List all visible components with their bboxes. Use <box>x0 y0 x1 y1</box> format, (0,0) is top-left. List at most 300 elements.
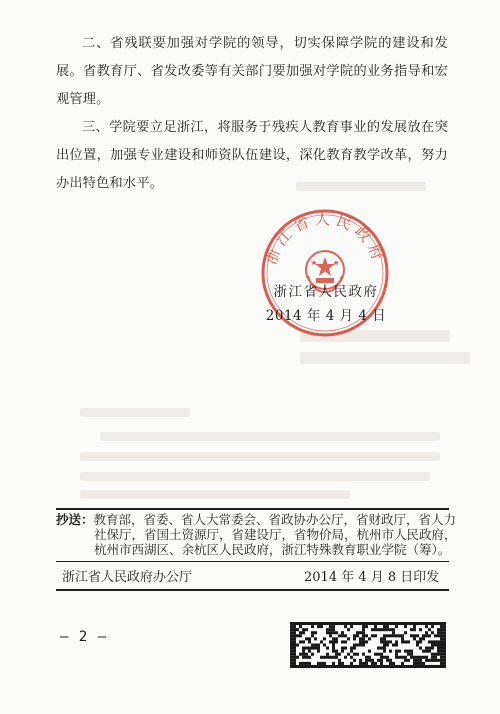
barcode-module <box>404 640 407 643</box>
barcode-module <box>359 622 362 625</box>
barcode-module <box>341 622 344 625</box>
barcode-module <box>350 665 353 668</box>
barcode-module <box>416 662 419 665</box>
barcode-module <box>443 662 446 665</box>
barcode-module <box>443 647 446 650</box>
barcode-module <box>311 647 314 650</box>
barcode-module <box>338 634 341 637</box>
barcode-module <box>326 647 329 650</box>
barcode-module <box>440 665 443 668</box>
barcode-module <box>386 659 389 662</box>
barcode-module <box>416 656 419 659</box>
barcode-module <box>344 647 347 650</box>
body-paragraph-2: 二、省残联要加强对学院的领导，切实保障学院的建设和发展。省教育厅、省发改委等有关部门要加强对学院的业务指导和宏观管理。 <box>56 36 448 107</box>
barcode-module <box>314 637 317 640</box>
barcode-module <box>296 628 299 631</box>
barcode-module <box>290 628 293 631</box>
barcode-module <box>431 625 434 628</box>
barcode-module <box>389 634 392 637</box>
barcode-module <box>353 637 356 640</box>
barcode-module <box>341 647 344 650</box>
barcode-module <box>425 625 428 628</box>
barcode-module <box>317 643 320 646</box>
barcode-module <box>329 640 332 643</box>
barcode-module <box>341 631 344 634</box>
barcode-module <box>437 628 440 631</box>
barcode-module <box>353 647 356 650</box>
barcode-module <box>308 637 311 640</box>
divider-bottom <box>56 589 449 591</box>
barcode-module <box>443 631 446 634</box>
barcode-module <box>299 653 302 656</box>
barcode-module <box>401 662 404 665</box>
barcode-module <box>428 650 431 653</box>
barcode-module <box>437 643 440 646</box>
barcode-module <box>350 662 353 665</box>
barcode-module <box>422 662 425 665</box>
barcode-module <box>326 665 329 668</box>
barcode-module <box>290 637 293 640</box>
barcode-module <box>359 659 362 662</box>
barcode-module <box>383 650 386 653</box>
barcode-module <box>365 665 368 668</box>
barcode-module <box>323 622 326 625</box>
barcode-module <box>422 650 425 653</box>
barcode-module <box>383 665 386 668</box>
barcode-module <box>434 634 437 637</box>
barcode-module <box>440 622 443 625</box>
barcode-module <box>326 656 329 659</box>
barcode-module <box>389 659 392 662</box>
barcode-module <box>293 650 296 653</box>
barcode-module <box>422 622 425 625</box>
barcode-module <box>437 659 440 662</box>
barcode-module <box>350 647 353 650</box>
barcode-module <box>362 628 365 631</box>
barcode-module <box>374 628 377 631</box>
barcode-module <box>293 622 296 625</box>
barcode-module <box>383 643 386 646</box>
barcode-module <box>437 631 440 634</box>
barcode-module <box>290 653 293 656</box>
barcode-module <box>398 650 401 653</box>
barcode-module <box>419 662 422 665</box>
barcode-module <box>416 643 419 646</box>
barcode-module <box>377 647 380 650</box>
barcode-module <box>395 650 398 653</box>
barcode-module <box>443 640 446 643</box>
barcode-module <box>419 659 422 662</box>
barcode-module <box>350 650 353 653</box>
barcode-module <box>428 659 431 662</box>
barcode-module <box>440 650 443 653</box>
barcode-module <box>437 622 440 625</box>
barcode-module <box>401 640 404 643</box>
barcode-module <box>437 640 440 643</box>
barcode-module <box>383 656 386 659</box>
barcode-module <box>425 650 428 653</box>
barcode-module <box>443 625 446 628</box>
barcode-module <box>362 625 365 628</box>
barcode-module <box>335 631 338 634</box>
barcode-module <box>368 665 371 668</box>
barcode-module <box>392 631 395 634</box>
barcode-module <box>395 625 398 628</box>
barcode-module <box>377 628 380 631</box>
barcode-module <box>305 647 308 650</box>
barcode-module <box>341 662 344 665</box>
barcode-module <box>311 631 314 634</box>
barcode-module <box>362 637 365 640</box>
barcode-module <box>398 634 401 637</box>
barcode-module <box>428 622 431 625</box>
distribution-label: 抄送： <box>56 512 94 527</box>
barcode-module <box>299 625 302 628</box>
barcode-module <box>407 650 410 653</box>
barcode-module <box>308 656 311 659</box>
barcode-module <box>440 634 443 637</box>
barcode-module <box>341 640 344 643</box>
barcode-module <box>413 659 416 662</box>
barcode-module <box>302 628 305 631</box>
barcode-module <box>293 653 296 656</box>
barcode-module <box>443 659 446 662</box>
barcode-module <box>329 622 332 625</box>
barcode-module <box>368 659 371 662</box>
barcode-module <box>305 628 308 631</box>
barcode-module <box>386 640 389 643</box>
barcode-module <box>374 665 377 668</box>
barcode-module <box>380 628 383 631</box>
barcode-module <box>362 662 365 665</box>
barcode-module <box>338 665 341 668</box>
barcode-module <box>416 659 419 662</box>
barcode-module <box>332 640 335 643</box>
barcode-module <box>332 662 335 665</box>
barcode-module <box>404 650 407 653</box>
barcode-module <box>431 656 434 659</box>
barcode-module <box>356 665 359 668</box>
barcode-module <box>290 650 293 653</box>
barcode-module <box>368 650 371 653</box>
distribution-list <box>56 512 457 557</box>
barcode-module <box>425 634 428 637</box>
barcode-module <box>359 637 362 640</box>
barcode-module <box>332 665 335 668</box>
barcode-module <box>314 622 317 625</box>
barcode-module <box>362 653 365 656</box>
barcode-module <box>431 640 434 643</box>
barcode-module <box>305 637 308 640</box>
barcode-module <box>371 662 374 665</box>
barcode-module <box>365 659 368 662</box>
barcode-module <box>308 622 311 625</box>
barcode-module <box>428 628 431 631</box>
barcode-module <box>299 631 302 634</box>
barcode-module <box>362 643 365 646</box>
barcode-module <box>362 634 365 637</box>
barcode-module <box>431 647 434 650</box>
barcode-module <box>344 665 347 668</box>
barcode-module <box>404 659 407 662</box>
barcode-module <box>389 640 392 643</box>
barcode-module <box>311 643 314 646</box>
barcode-module <box>437 650 440 653</box>
barcode-module <box>305 653 308 656</box>
barcode-module <box>302 662 305 665</box>
barcode-module <box>407 640 410 643</box>
barcode-module <box>440 631 443 634</box>
barcode-module <box>344 656 347 659</box>
barcode-module <box>320 625 323 628</box>
barcode-module <box>443 634 446 637</box>
document-barcode-icon <box>290 622 446 668</box>
barcode-module <box>365 622 368 625</box>
barcode-module <box>338 662 341 665</box>
barcode-module <box>371 628 374 631</box>
barcode-module <box>326 622 329 625</box>
barcode-module <box>383 640 386 643</box>
barcode-module <box>323 643 326 646</box>
barcode-module <box>404 625 407 628</box>
barcode-module <box>386 665 389 668</box>
barcode-module <box>428 640 431 643</box>
barcode-module <box>311 625 314 628</box>
distribution-line-3: 杭州市西湖区、余杭区人民政府，浙江特殊教育职业学院（筹）。 <box>94 542 451 557</box>
barcode-module <box>443 643 446 646</box>
barcode-module <box>350 656 353 659</box>
barcode-module <box>332 628 335 631</box>
barcode-module <box>299 634 302 637</box>
barcode-module <box>419 665 422 668</box>
barcode-module <box>290 656 293 659</box>
barcode-module <box>434 640 437 643</box>
barcode-module <box>347 665 350 668</box>
barcode-module <box>404 631 407 634</box>
barcode-module <box>413 634 416 637</box>
barcode-module <box>395 656 398 659</box>
barcode-module <box>329 665 332 668</box>
barcode-module <box>380 653 383 656</box>
barcode-module <box>320 622 323 625</box>
barcode-module <box>332 625 335 628</box>
barcode-module <box>293 656 296 659</box>
barcode-module <box>437 634 440 637</box>
barcode-module <box>413 656 416 659</box>
barcode-module <box>371 634 374 637</box>
barcode-module <box>335 650 338 653</box>
barcode-module <box>323 656 326 659</box>
signature-date: 2014 年 4 月 4 日 <box>265 308 387 324</box>
barcode-module <box>380 659 383 662</box>
barcode-module <box>434 643 437 646</box>
barcode-module <box>401 634 404 637</box>
barcode-module <box>341 665 344 668</box>
barcode-module <box>422 665 425 668</box>
barcode-module <box>332 650 335 653</box>
barcode-module <box>296 665 299 668</box>
barcode-module <box>443 653 446 656</box>
barcode-module <box>416 665 419 668</box>
barcode-module <box>431 659 434 662</box>
barcode-module <box>443 628 446 631</box>
barcode-module <box>296 656 299 659</box>
barcode-module <box>290 665 293 668</box>
barcode-module <box>425 647 428 650</box>
barcode-module <box>359 640 362 643</box>
barcode-module <box>362 631 365 634</box>
barcode-module <box>425 659 428 662</box>
barcode-module <box>311 665 314 668</box>
barcode-module <box>296 634 299 637</box>
barcode-module <box>347 653 350 656</box>
barcode-module <box>314 647 317 650</box>
barcode-module <box>392 628 395 631</box>
barcode-module <box>353 634 356 637</box>
barcode-module <box>395 634 398 637</box>
barcode-module <box>344 634 347 637</box>
barcode-module <box>374 653 377 656</box>
barcode-module <box>311 622 314 625</box>
barcode-module <box>398 656 401 659</box>
barcode-module <box>374 634 377 637</box>
barcode-module <box>434 659 437 662</box>
barcode-module <box>407 665 410 668</box>
barcode-module <box>332 631 335 634</box>
barcode-module <box>386 625 389 628</box>
barcode-module <box>395 622 398 625</box>
barcode-module <box>431 631 434 634</box>
barcode-module <box>356 634 359 637</box>
barcode-module <box>407 659 410 662</box>
barcode-module <box>317 662 320 665</box>
barcode-module <box>293 631 296 634</box>
barcode-module <box>365 625 368 628</box>
barcode-module <box>335 640 338 643</box>
barcode-module <box>440 628 443 631</box>
barcode-module <box>302 665 305 668</box>
barcode-module <box>338 622 341 625</box>
barcode-module <box>413 622 416 625</box>
barcode-module <box>335 665 338 668</box>
barcode-module <box>425 656 428 659</box>
barcode-module <box>407 653 410 656</box>
barcode-module <box>374 625 377 628</box>
barcode-module <box>332 656 335 659</box>
barcode-module <box>326 631 329 634</box>
barcode-module <box>413 628 416 631</box>
barcode-module <box>317 622 320 625</box>
barcode-module <box>386 622 389 625</box>
barcode-module <box>380 665 383 668</box>
barcode-module <box>353 643 356 646</box>
barcode-module <box>302 653 305 656</box>
barcode-module <box>293 647 296 650</box>
barcode-module <box>350 625 353 628</box>
barcode-module <box>323 662 326 665</box>
barcode-module <box>293 637 296 640</box>
barcode-module <box>440 653 443 656</box>
barcode-module <box>440 659 443 662</box>
barcode-module <box>371 665 374 668</box>
barcode-module <box>347 622 350 625</box>
barcode-module <box>320 640 323 643</box>
barcode-module <box>443 665 446 668</box>
barcode-module <box>389 628 392 631</box>
barcode-module <box>290 625 293 628</box>
barcode-module <box>395 653 398 656</box>
barcode-module <box>350 622 353 625</box>
issuer-signature: 浙江省人民政府 <box>273 284 379 300</box>
barcode-module <box>425 665 428 668</box>
barcode-module <box>359 631 362 634</box>
barcode-module <box>320 662 323 665</box>
barcode-module <box>404 656 407 659</box>
barcode-module <box>413 625 416 628</box>
barcode-module <box>410 634 413 637</box>
seal-text: 浙江省人民政府 <box>261 210 389 267</box>
barcode-module <box>296 643 299 646</box>
barcode-module <box>347 628 350 631</box>
barcode-module <box>431 665 434 668</box>
barcode-module <box>335 637 338 640</box>
barcode-module <box>368 637 371 640</box>
barcode-module <box>356 643 359 646</box>
barcode-module <box>317 647 320 650</box>
barcode-module <box>293 640 296 643</box>
barcode-module <box>335 656 338 659</box>
barcode-module <box>344 625 347 628</box>
barcode-module <box>380 637 383 640</box>
barcode-module <box>431 643 434 646</box>
barcode-module <box>419 628 422 631</box>
barcode-module <box>365 634 368 637</box>
barcode-module <box>338 659 341 662</box>
barcode-module <box>302 647 305 650</box>
barcode-module <box>344 640 347 643</box>
barcode-module <box>299 662 302 665</box>
barcode-module <box>431 622 434 625</box>
print-date: 2014 年 4 月 8 日印发 <box>304 570 440 585</box>
barcode-module <box>410 628 413 631</box>
barcode-module <box>302 631 305 634</box>
barcode-module <box>392 622 395 625</box>
barcode-module <box>311 634 314 637</box>
barcode-module <box>428 634 431 637</box>
barcode-module <box>305 662 308 665</box>
barcode-module <box>377 665 380 668</box>
barcode-module <box>395 640 398 643</box>
barcode-module <box>305 622 308 625</box>
barcode-module <box>401 656 404 659</box>
barcode-module <box>434 653 437 656</box>
barcode-module <box>356 622 359 625</box>
barcode-module <box>296 622 299 625</box>
barcode-module <box>329 625 332 628</box>
barcode-module <box>380 647 383 650</box>
barcode-module <box>305 665 308 668</box>
barcode-module <box>380 640 383 643</box>
barcode-module <box>419 637 422 640</box>
barcode-module <box>380 662 383 665</box>
barcode-module <box>425 631 428 634</box>
barcode-module <box>317 665 320 668</box>
barcode-module <box>338 653 341 656</box>
barcode-module <box>440 643 443 646</box>
barcode-module <box>440 625 443 628</box>
barcode-module <box>383 625 386 628</box>
barcode-module <box>293 665 296 668</box>
